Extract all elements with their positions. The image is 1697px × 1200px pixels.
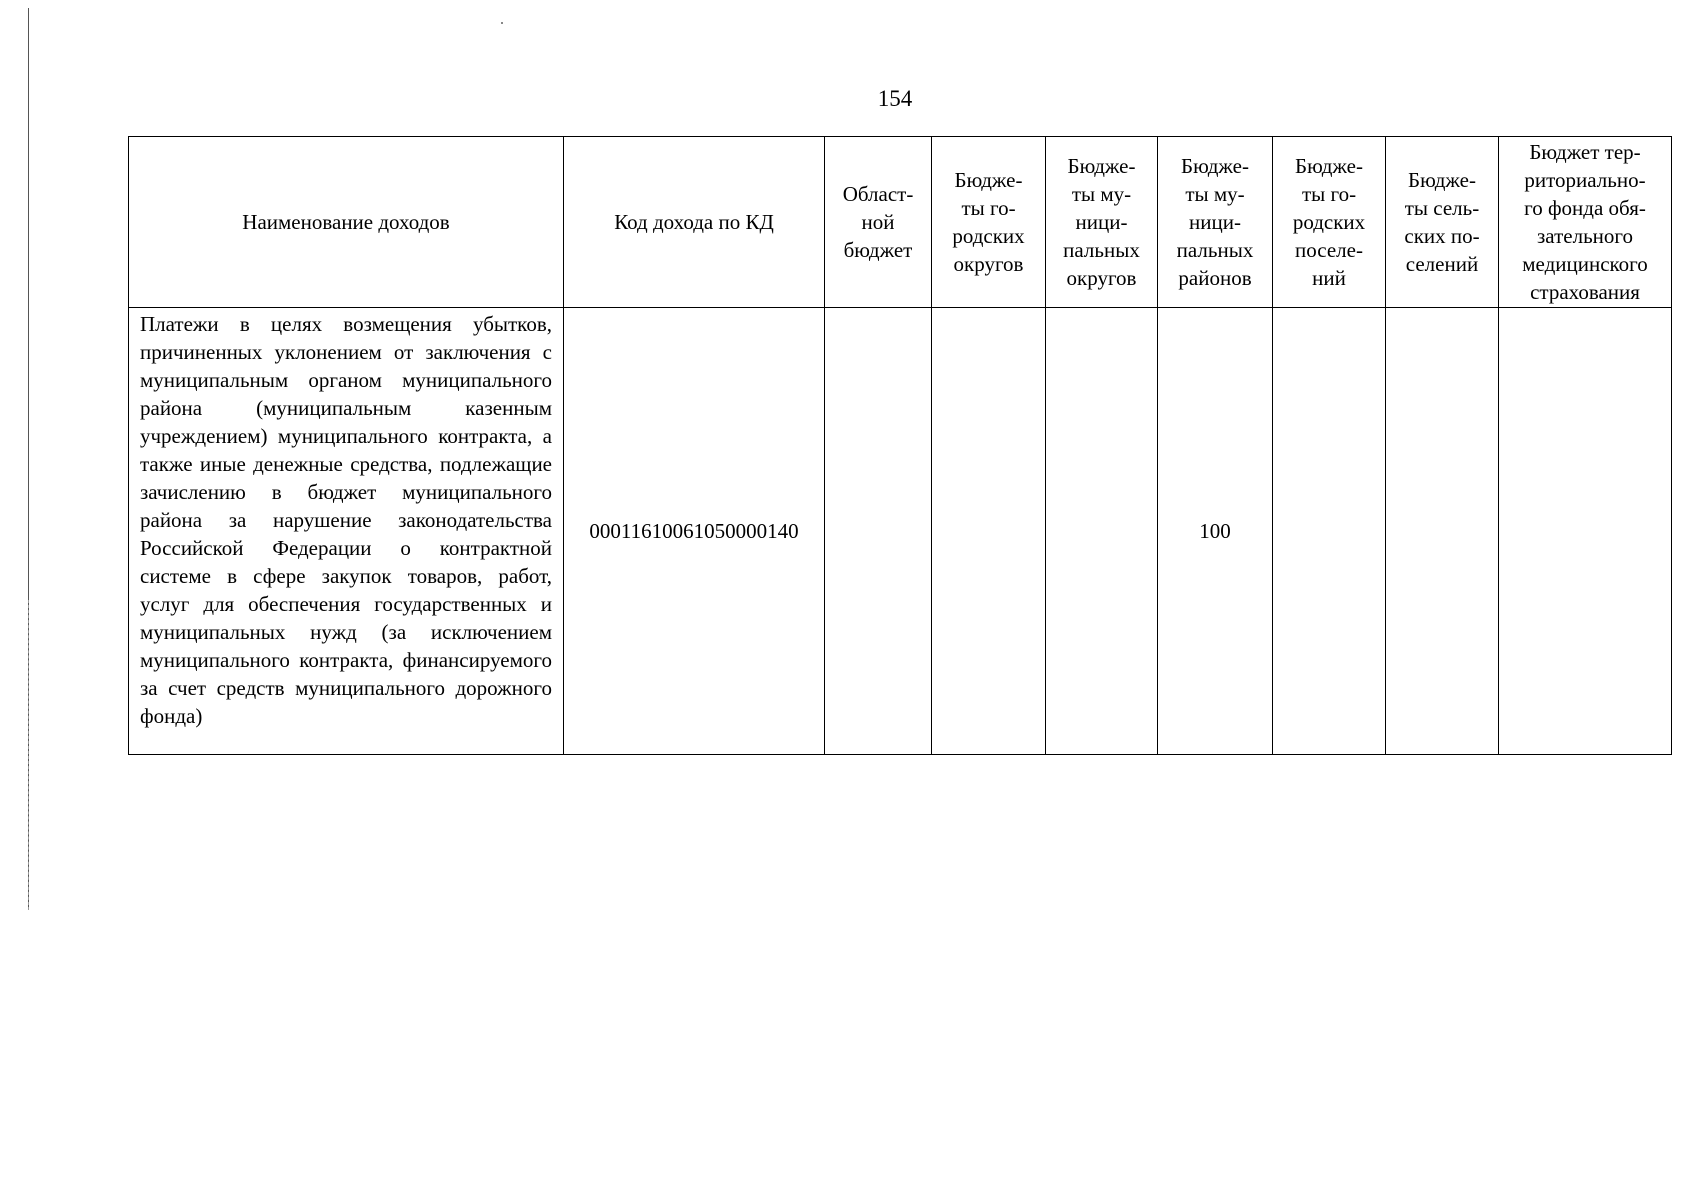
- cell-municipal-regions: 100: [1158, 308, 1273, 755]
- scan-speck: [501, 22, 503, 24]
- header-municipal-districts: Бюдже- ты му- ници- пальных округов: [1046, 137, 1158, 308]
- cell-regional-budget: [825, 308, 932, 755]
- income-distribution-table: [128, 136, 1672, 755]
- cell-rural-settlements: [1386, 308, 1499, 755]
- left-margin-line-faded: [28, 600, 29, 910]
- cell-city-districts: [932, 308, 1046, 755]
- table-row: [129, 308, 1672, 755]
- cell-income-name: Платежи в целях возмещения убытков, причиненных уклонением от заключения с муниципальным органом муниципального района (муниципальным казенным учреждением) муниципального контракта, а также иные денежные средства, подлежащие зачислению в бюджет муниципального района за нарушение законодательства Российской Федерации о контрактной системе в сфере закупок товаров, работ, услуг для обеспечения государственных и муниципальных нужд (за исключением муниципального контракта, финансируемого за счет средств муниципального дорожного фонда): [129, 308, 564, 755]
- header-city-districts: Бюдже- ты го- родских округов: [932, 137, 1046, 308]
- table-header-row: [129, 137, 1672, 308]
- header-urban-settlements: Бюдже- ты го- родских поселе- ний: [1273, 137, 1386, 308]
- cell-municipal-districts: [1046, 308, 1158, 755]
- header-income-name: Наименование доходов: [129, 137, 564, 308]
- cell-territorial-mhi-fund: [1499, 308, 1672, 755]
- header-territorial-mhi-fund: Бюджет тер- риториально- го фонда обя- зательного медицинского страхования: [1499, 137, 1672, 308]
- header-municipal-regions: Бюдже- ты му- ници- пальных районов: [1158, 137, 1273, 308]
- header-regional-budget: Област- ной бюджет: [825, 137, 932, 308]
- cell-urban-settlements: [1273, 308, 1386, 755]
- cell-income-code: 00011610061050000140: [564, 308, 825, 755]
- header-rural-settlements: Бюдже- ты сель- ских по- селений: [1386, 137, 1499, 308]
- header-income-code: Код дохода по КД: [564, 137, 825, 308]
- page-number: 154: [877, 86, 913, 111]
